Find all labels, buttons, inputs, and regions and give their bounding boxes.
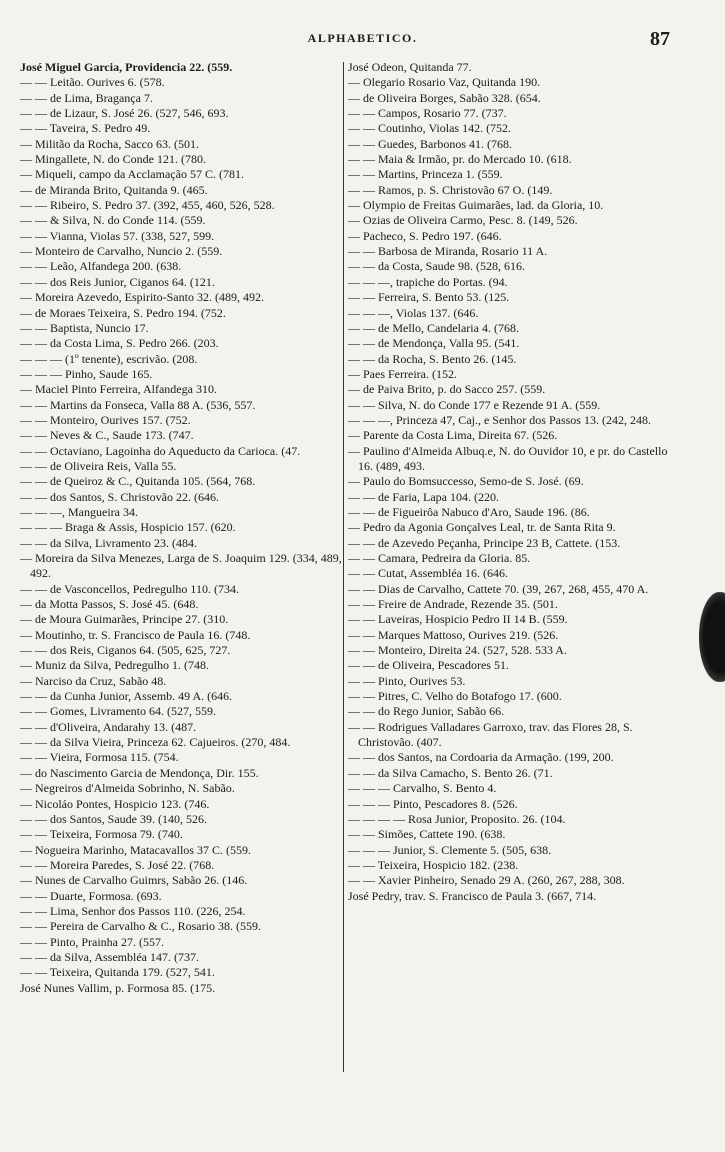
directory-entry: — Monteiro de Carvalho, Nuncio 2. (559.: [20, 244, 223, 259]
directory-entry: — — Vieira, Formosa 115. (754.: [20, 750, 179, 765]
directory-entry: — — Laveiras, Hospicio Pedro II 14 B. (559.: [348, 612, 568, 627]
directory-entry: — — da Costa, Saude 98. (528, 616.: [348, 259, 525, 274]
directory-entry: — Moutinho, tr. S. Francisco de Paula 16. (748.: [20, 627, 251, 642]
directory-entry: — — — Braga & Assis, Hospicio 157. (620.: [20, 520, 236, 535]
left-column: [20, 60, 358, 1152]
directory-entry: — Olympio de Freitas Guimarães, lad. da Gloria, 10.: [348, 198, 604, 213]
directory-entry: — — Coutinho, Violas 142. (752.: [348, 121, 512, 136]
directory-entry: — — Ribeiro, S. Pedro 37. (392, 455, 460, 526, 528.: [20, 198, 275, 213]
directory-entry: — — de Oliveira, Pescadores 51.: [348, 658, 509, 673]
directory-entry: — — Leão, Alfandega 200. (638.: [20, 259, 182, 274]
directory-entry: — — — Junior, S. Clemente 5. (505, 638.: [348, 842, 552, 857]
directory-entry: — de Oliveira Borges, Sabão 328. (654.: [348, 90, 541, 105]
directory-entry: — — Martins da Fonseca, Valla 88 A. (536, 557.: [20, 397, 256, 412]
directory-entry: — — de Vasconcellos, Pedregulho 110. (734.: [20, 581, 239, 596]
directory-entry: — — dos Reis Junior, Ciganos 64. (121.: [20, 274, 215, 289]
directory-entry: — Militão da Rocha, Sacco 63. (501.: [20, 136, 199, 151]
directory-entry: — Paulino d'Almeida Albuq.e, N. do Ouvidor 10, e pr. do Castello 16. (489, 493.: [348, 443, 668, 473]
directory-entry: — — Octaviano, Lagoinha do Aqueducto da Carioca. (47.: [20, 443, 301, 458]
directory-entry: — — Vianna, Violas 57. (338, 527, 599.: [20, 228, 215, 243]
directory-entry: — — Marques Mattoso, Ourives 219. (526.: [348, 627, 559, 642]
directory-entry: — Maciel Pinto Ferreira, Alfandega 310.: [20, 382, 217, 397]
directory-entry: José Miguel Garcia, Providencia 22. (559.: [20, 60, 233, 74]
directory-entry: — — Neves & C., Saude 173. (747.: [20, 428, 194, 443]
running-title: ALPHABETICO.: [307, 31, 418, 45]
directory-entry: José Pedry, trav. S. Francisco de Paula 3. (667, 714.: [348, 888, 597, 903]
directory-entry: — — de Lima, Bragança 7.: [20, 90, 153, 105]
directory-entry: — — Pereira de Carvalho & C., Rosario 38. (559.: [20, 919, 261, 934]
directory-entry: — — de Azevedo Peçanha, Principe 23 B, Cattete. (153.: [348, 535, 621, 550]
directory-entry: — Paes Ferreira. (152.: [348, 366, 457, 381]
directory-entry: — Moreira Azevedo, Espirito-Santo 32. (489, 492.: [20, 290, 264, 305]
directory-entry: — — da Cunha Junior, Assemb. 49 A. (646.: [20, 689, 233, 704]
directory-entry: — — Dias de Carvalho, Cattete 70. (39, 267, 268, 455, 470 A.: [348, 581, 649, 596]
directory-entry: — — —, Violas 137. (646.: [348, 305, 479, 320]
directory-entry: — — — — Rosa Junior, Proposito. 26. (104.: [348, 811, 566, 826]
directory-entry: José Odeon, Quitanda 77.: [348, 60, 472, 74]
scanner-thumb-shadow: [699, 592, 725, 682]
directory-entry: — — da Silva Vieira, Princeza 62. Cajueiros. (270, 484.: [20, 735, 291, 750]
directory-entry: — Miqueli, campo da Acclamação 57 C. (781.: [20, 167, 244, 182]
directory-entry: — Pedro da Agonia Gonçalves Leal, tr. de Santa Rita 9.: [348, 520, 616, 535]
directory-entry: — de Moraes Teixeira, S. Pedro 194. (752.: [20, 305, 226, 320]
directory-entry: — de Paiva Brito, p. do Sacco 257. (559.: [348, 382, 546, 397]
directory-entry: — — da Costa Lima, S. Pedro 266. (203.: [20, 336, 219, 351]
directory-entry: — — Monteiro, Ourives 157. (752.: [20, 412, 191, 427]
directory-entry: — Nogueira Marinho, Matacavallos 37 C. (559.: [20, 842, 251, 857]
directory-entry: — — Cutat, Assembléa 16. (646.: [348, 566, 508, 581]
directory-entry: — do Nascimento Garcia de Mendonça, Dir. 155.: [20, 765, 259, 780]
directory-entry: — — de Faria, Lapa 104. (220.: [348, 489, 499, 504]
directory-entry: — — da Silva Camacho, S. Bento 26. (71.: [348, 765, 553, 780]
directory-entry: — — Taveira, S. Pedro 49.: [20, 121, 151, 136]
directory-entry: — — Simões, Cattete 190. (638.: [348, 827, 506, 842]
directory-entry: — — da Silva, Livramento 23. (484.: [20, 535, 197, 550]
directory-entry: — — Gomes, Livramento 64. (527, 559.: [20, 704, 216, 719]
directory-entry: — — Pitres, C. Velho do Botafogo 17. (600.: [348, 689, 562, 704]
page-number: 87: [650, 28, 670, 50]
directory-entry: — — Barbosa de Miranda, Rosario 11 A.: [348, 244, 548, 259]
directory-entry: — — Duarte, Formosa. (693.: [20, 888, 162, 903]
directory-entry: — — Martins, Princeza 1. (559.: [348, 167, 503, 182]
directory-entry: — — Guedes, Barbonos 41. (768.: [348, 136, 512, 151]
directory-entry: — — Ramos, p. S. Christovão 67 O. (149.: [348, 182, 553, 197]
directory-entry: — — —, Mangueira 34.: [20, 504, 138, 519]
directory-entry: — Moreira da Silva Menezes, Larga de S. Joaquim 129. (334, 489, 492.: [20, 551, 342, 581]
directory-entry: — Muniz da Silva, Pedregulho 1. (748.: [20, 658, 209, 673]
directory-entry: — — de Mello, Candelaria 4. (768.: [348, 320, 519, 335]
directory-entry: — Nicoláo Pontes, Hospicio 123. (746.: [20, 796, 210, 811]
directory-entry: — — Baptista, Nuncio 17.: [20, 320, 149, 335]
page-header: [0, 28, 725, 50]
directory-entry: — Nunes de Carvalho Guimrs, Sabão 26. (146.: [20, 873, 248, 888]
directory-entry: — — — Pinho, Saude 165.: [20, 366, 153, 381]
directory-entry: — — Pinto, Prainha 27. (557.: [20, 934, 164, 949]
directory-entry: — — & Silva, N. do Conde 114. (559.: [20, 213, 206, 228]
directory-entry: — da Motta Passos, S. José 45. (648.: [20, 597, 199, 612]
directory-entry: — — de Queiroz & C., Quitanda 105. (564, 768.: [20, 474, 256, 489]
directory-entry: — — Rodrigues Valladares Garroxo, trav. das Flores 28, S. Christovão. (407.: [348, 719, 633, 750]
directory-entry: — — Ferreira, S. Bento 53. (125.: [348, 290, 510, 305]
directory-entry: — — — Pinto, Pescadores 8. (526.: [348, 796, 518, 811]
directory-entry: — Pacheco, S. Pedro 197. (646.: [348, 228, 502, 243]
directory-entry: — — Camara, Pedreira da Gloria. 85.: [348, 551, 531, 565]
right-column: [348, 60, 670, 1152]
directory-entry: — — Xavier Pinheiro, Senado 29 A. (260, 267, 288, 308.: [348, 873, 625, 888]
directory-entry: — Ozias de Oliveira Carmo, Pesc. 8. (149, 526.: [348, 213, 578, 228]
directory-entry: — — de Figueirôa Nabuco d'Aro, Saude 196. (86.: [348, 504, 590, 519]
directory-entry: José Nunes Vallim, p. Formosa 85. (175.: [20, 980, 216, 995]
directory-entry: — — —, trapiche do Portas. (94.: [348, 274, 508, 289]
directory-entry: — — de Lizaur, S. José 26. (527, 546, 693.: [20, 106, 229, 121]
directory-entry: — — Campos, Rosario 77. (737.: [348, 106, 507, 121]
directory-entry: — — dos Santos, na Cordoaria da Armação. (199, 200.: [348, 750, 614, 765]
directory-entry: — — do Rego Junior, Sabão 66.: [348, 704, 505, 719]
directory-entry: — — — (1º tenente), escrivão. (208.: [20, 351, 198, 366]
directory-entry: — — da Silva, Assembléa 147. (737.: [20, 949, 199, 964]
directory-entry: — — d'Oliveira, Andarahy 13. (487.: [20, 719, 197, 734]
directory-entry: — — de Oliveira Reis, Valla 55.: [20, 458, 177, 473]
directory-entry: — — da Rocha, S. Bento 26. (145.: [348, 351, 517, 366]
directory-entry: — — dos Santos, Saude 39. (140, 526.: [20, 811, 207, 826]
directory-entry: — — Leitão. Ourives 6. (578.: [20, 75, 165, 90]
directory-entry: — Olegario Rosario Vaz, Quitanda 190.: [348, 75, 541, 90]
directory-entry: — — Pinto, Ourives 53.: [348, 673, 466, 688]
directory-entry: — Mingallete, N. do Conde 121. (780.: [20, 152, 206, 167]
directory-entry: — — Teixeira, Quitanda 179. (527, 541.: [20, 965, 215, 980]
directory-entry: — — — Carvalho, S. Bento 4.: [348, 781, 497, 796]
directory-entry: — Narciso da Cruz, Sabão 48.: [20, 673, 167, 688]
directory-entry: — — dos Reis, Ciganos 64. (505, 625, 727.: [20, 643, 231, 658]
directory-entry: — Paulo do Bomsuccesso, Semo-de S. José. (69.: [348, 474, 584, 489]
directory-entry: — de Miranda Brito, Quitanda 9. (465.: [20, 182, 208, 197]
directory-entry: — — Freire de Andrade, Rezende 35. (501.: [348, 597, 558, 612]
directory-entry: — — Silva, N. do Conde 177 e Rezende 91 A. (559.: [348, 397, 601, 412]
directory-entry: — — Teixeira, Formosa 79. (740.: [20, 827, 183, 842]
directory-entry: — Negreiros d'Almeida Sobrinho, N. Sabão.: [20, 781, 235, 796]
directory-entry: — — —, Princeza 47, Caj., e Senhor dos Passos 13. (242, 248.: [348, 412, 651, 427]
directory-entry: — — Teixeira, Hospicio 182. (238.: [348, 857, 519, 872]
directory-entry: — — Maia & Irmão, pr. do Mercado 10. (618.: [348, 152, 572, 167]
directory-entry: — — dos Santos, S. Christovão 22. (646.: [20, 489, 220, 504]
directory-entry: — Parente da Costa Lima, Direita 67. (526.: [348, 428, 558, 443]
directory-entry: — — Moreira Paredes, S. José 22. (768.: [20, 857, 215, 872]
directory-entry: — — de Mendonça, Valla 95. (541.: [348, 336, 520, 351]
directory-entry: — — Lima, Senhor dos Passos 110. (226, 254.: [20, 903, 246, 918]
column-divider: [343, 62, 344, 1072]
directory-entry: — — Monteiro, Direita 24. (527, 528. 533 A.: [348, 643, 567, 658]
directory-entry: — de Moura Guimarães, Principe 27. (310.: [20, 612, 229, 627]
